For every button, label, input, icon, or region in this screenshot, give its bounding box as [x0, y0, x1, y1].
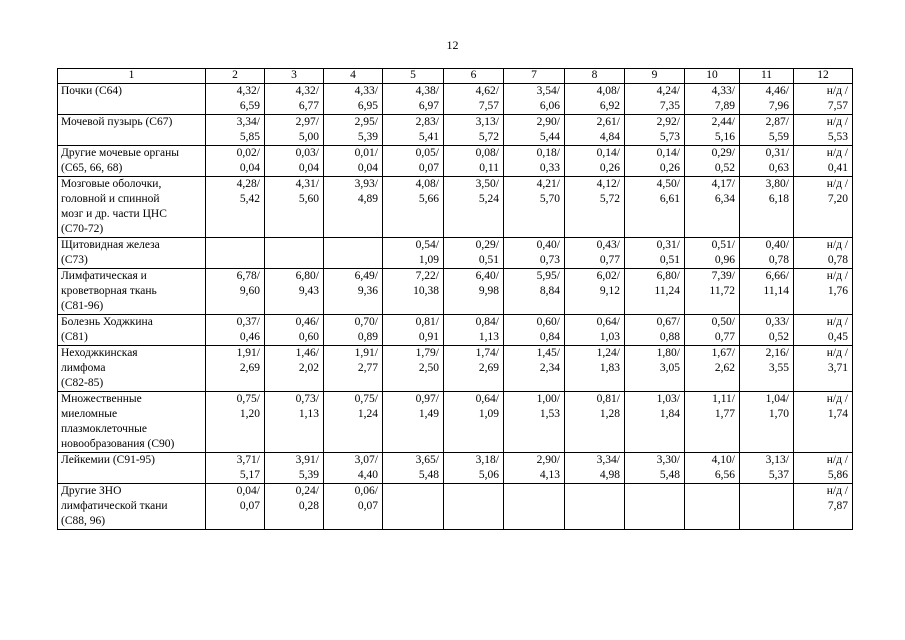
- table-cell: 0,05/ 0,07: [383, 146, 444, 177]
- row-label: Мочевой пузырь (С67): [58, 115, 206, 146]
- table-cell: 2,61/ 4,84: [565, 115, 625, 146]
- table-cell: 2,16/ 3,55: [740, 346, 794, 392]
- table-cell: 0,97/ 1,49: [383, 392, 444, 453]
- table-cell: 3,13/ 5,37: [740, 453, 794, 484]
- table-cell: [740, 484, 794, 530]
- table-cell: 3,18/ 5,06: [444, 453, 504, 484]
- table-cell: 4,08/ 5,66: [383, 177, 444, 238]
- table-cell: 4,50/ 6,61: [625, 177, 685, 238]
- table-cell: 4,12/ 5,72: [565, 177, 625, 238]
- table-cell: 3,93/ 4,89: [324, 177, 383, 238]
- table-cell: 6,78/ 9,60: [206, 269, 265, 315]
- table-cell: 3,07/ 4,40: [324, 453, 383, 484]
- table-cell: 1,00/ 1,53: [504, 392, 565, 453]
- column-header: 9: [625, 69, 685, 84]
- table-cell: 4,24/ 7,35: [625, 84, 685, 115]
- table-cell: 0,03/ 0,04: [265, 146, 324, 177]
- table-cell: 0,75/ 1,24: [324, 392, 383, 453]
- table-cell: 0,73/ 1,13: [265, 392, 324, 453]
- table-cell: 0,51/ 0,96: [685, 238, 740, 269]
- page-number: 12: [446, 38, 459, 52]
- column-header: 2: [206, 69, 265, 84]
- table-cell: 0,24/ 0,28: [265, 484, 324, 530]
- table-row: [58, 315, 853, 346]
- table-cell: 0,02/ 0,04: [206, 146, 265, 177]
- table-cell: [504, 484, 565, 530]
- table-cell: 3,30/ 5,48: [625, 453, 685, 484]
- table-cell: 4,33/ 7,89: [685, 84, 740, 115]
- table-cell: 0,40/ 0,73: [504, 238, 565, 269]
- table-cell: [206, 238, 265, 269]
- data-table: [57, 68, 853, 530]
- table-cell: н/д / 1,76: [794, 269, 853, 315]
- table-row: [58, 453, 853, 484]
- table-cell: 1,67/ 2,62: [685, 346, 740, 392]
- table-cell: 6,49/ 9,36: [324, 269, 383, 315]
- table-cell: 0,18/ 0,33: [504, 146, 565, 177]
- table-cell: 0,04/ 0,07: [206, 484, 265, 530]
- table-cell: н/д / 0,78: [794, 238, 853, 269]
- table-cell: 4,21/ 5,70: [504, 177, 565, 238]
- table-cell: 2,90/ 5,44: [504, 115, 565, 146]
- table-cell: 4,46/ 7,96: [740, 84, 794, 115]
- table-cell: [565, 484, 625, 530]
- table-cell: 0,54/ 1,09: [383, 238, 444, 269]
- table-cell: 1,80/ 3,05: [625, 346, 685, 392]
- table-cell: 0,46/ 0,60: [265, 315, 324, 346]
- table-cell: н/д / 5,53: [794, 115, 853, 146]
- table-row: [58, 392, 853, 453]
- table-cell: н/д / 7,87: [794, 484, 853, 530]
- table-cell: н/д / 1,74: [794, 392, 853, 453]
- table-cell: н/д / 7,20: [794, 177, 853, 238]
- table-cell: н/д / 0,45: [794, 315, 853, 346]
- table-cell: 0,29/ 0,51: [444, 238, 504, 269]
- table-cell: 1,11/ 1,77: [685, 392, 740, 453]
- table-cell: 0,14/ 0,26: [565, 146, 625, 177]
- table-cell: 0,37/ 0,46: [206, 315, 265, 346]
- table-cell: 4,10/ 6,56: [685, 453, 740, 484]
- table-cell: 1,91/ 2,77: [324, 346, 383, 392]
- table-cell: 4,32/ 6,77: [265, 84, 324, 115]
- table-cell: [265, 238, 324, 269]
- table-cell: 6,66/ 11,14: [740, 269, 794, 315]
- table-cell: 4,38/ 6,97: [383, 84, 444, 115]
- table-cell: 1,74/ 2,69: [444, 346, 504, 392]
- column-header: 11: [740, 69, 794, 84]
- row-label: Множественные миеломные плазмоклеточные новообразования (С90): [58, 392, 206, 453]
- row-label: Другие мочевые органы (С65, 66, 68): [58, 146, 206, 177]
- table-cell: 0,84/ 1,13: [444, 315, 504, 346]
- row-label: Мозговые оболочки, головной и спинной мозг и др. части ЦНС (С70-72): [58, 177, 206, 238]
- table-cell: 0,75/ 1,20: [206, 392, 265, 453]
- row-label: Лейкемии (С91-95): [58, 453, 206, 484]
- table-cell: 0,50/ 0,77: [685, 315, 740, 346]
- table-cell: н/д / 3,71: [794, 346, 853, 392]
- table-cell: [324, 238, 383, 269]
- table-cell: н/д / 7,57: [794, 84, 853, 115]
- column-header: 4: [324, 69, 383, 84]
- table-cell: 1,45/ 2,34: [504, 346, 565, 392]
- table-row: [58, 177, 853, 238]
- row-label: Почки (С64): [58, 84, 206, 115]
- table-cell: 0,06/ 0,07: [324, 484, 383, 530]
- row-label: Болезнь Ходжкина (С81): [58, 315, 206, 346]
- table-cell: 7,22/ 10,38: [383, 269, 444, 315]
- table-cell: 3,71/ 5,17: [206, 453, 265, 484]
- table-cell: 4,33/ 6,95: [324, 84, 383, 115]
- table-cell: 2,90/ 4,13: [504, 453, 565, 484]
- table-cell: 4,08/ 6,92: [565, 84, 625, 115]
- table-cell: 0,40/ 0,78: [740, 238, 794, 269]
- table-cell: 1,46/ 2,02: [265, 346, 324, 392]
- table-cell: 7,39/ 11,72: [685, 269, 740, 315]
- table-cell: 0,70/ 0,89: [324, 315, 383, 346]
- table-cell: 1,04/ 1,70: [740, 392, 794, 453]
- table-cell: 3,91/ 5,39: [265, 453, 324, 484]
- table-cell: 0,81/ 1,28: [565, 392, 625, 453]
- table-cell: 1,79/ 2,50: [383, 346, 444, 392]
- table-cell: 0,29/ 0,52: [685, 146, 740, 177]
- table-cell: 6,40/ 9,98: [444, 269, 504, 315]
- table-row: [58, 346, 853, 392]
- table-cell: 0,08/ 0,11: [444, 146, 504, 177]
- table-cell: [444, 484, 504, 530]
- table-cell: 2,97/ 5,00: [265, 115, 324, 146]
- table-cell: 0,81/ 0,91: [383, 315, 444, 346]
- column-header: 3: [265, 69, 324, 84]
- table-row: [58, 269, 853, 315]
- table-body: [58, 84, 853, 530]
- column-header: 5: [383, 69, 444, 84]
- table-cell: [383, 484, 444, 530]
- table-cell: 4,31/ 5,60: [265, 177, 324, 238]
- table-cell: н/д / 5,86: [794, 453, 853, 484]
- table-cell: 1,91/ 2,69: [206, 346, 265, 392]
- table-cell: 2,92/ 5,73: [625, 115, 685, 146]
- table-cell: 2,87/ 5,59: [740, 115, 794, 146]
- table-cell: 1,24/ 1,83: [565, 346, 625, 392]
- table-cell: 0,64/ 1,03: [565, 315, 625, 346]
- column-header: 8: [565, 69, 625, 84]
- table-row: [58, 146, 853, 177]
- table-cell: 0,33/ 0,52: [740, 315, 794, 346]
- table-cell: 3,80/ 6,18: [740, 177, 794, 238]
- table-cell: 6,80/ 11,24: [625, 269, 685, 315]
- row-label: Неходжкинская лимфома (С82-85): [58, 346, 206, 392]
- table-cell: 4,28/ 5,42: [206, 177, 265, 238]
- table-cell: 6,02/ 9,12: [565, 269, 625, 315]
- column-header: 7: [504, 69, 565, 84]
- table-cell: 0,31/ 0,51: [625, 238, 685, 269]
- table-cell: 0,43/ 0,77: [565, 238, 625, 269]
- table-cell: 3,13/ 5,72: [444, 115, 504, 146]
- table-cell: [685, 484, 740, 530]
- table-cell: 0,01/ 0,04: [324, 146, 383, 177]
- table-cell: н/д / 0,41: [794, 146, 853, 177]
- table-cell: 5,95/ 8,84: [504, 269, 565, 315]
- table-cell: 0,31/ 0,63: [740, 146, 794, 177]
- table-cell: 2,83/ 5,41: [383, 115, 444, 146]
- table-cell: [625, 484, 685, 530]
- table-row: [58, 484, 853, 530]
- table-row: [58, 84, 853, 115]
- table-row: [58, 238, 853, 269]
- header-row: [58, 69, 853, 84]
- table-cell: 0,14/ 0,26: [625, 146, 685, 177]
- table-cell: 4,17/ 6,34: [685, 177, 740, 238]
- column-header: 6: [444, 69, 504, 84]
- table-cell: 4,32/ 6,59: [206, 84, 265, 115]
- row-label: Щитовидная железа (С73): [58, 238, 206, 269]
- table-cell: 4,62/ 7,57: [444, 84, 504, 115]
- column-header: 10: [685, 69, 740, 84]
- table-cell: 2,44/ 5,16: [685, 115, 740, 146]
- table-cell: 3,34/ 4,98: [565, 453, 625, 484]
- row-label: Другие ЗНО лимфатической ткани (С88, 96): [58, 484, 206, 530]
- table-cell: 3,50/ 5,24: [444, 177, 504, 238]
- table-cell: 0,64/ 1,09: [444, 392, 504, 453]
- table-cell: 0,60/ 0,84: [504, 315, 565, 346]
- table-cell: 3,34/ 5,85: [206, 115, 265, 146]
- table-cell: 1,03/ 1,84: [625, 392, 685, 453]
- table-cell: 3,54/ 6,06: [504, 84, 565, 115]
- column-header: 1: [58, 69, 206, 84]
- table-cell: 6,80/ 9,43: [265, 269, 324, 315]
- column-header: 12: [794, 69, 853, 84]
- table-cell: 0,67/ 0,88: [625, 315, 685, 346]
- table-row: [58, 115, 853, 146]
- table-cell: 3,65/ 5,48: [383, 453, 444, 484]
- table-cell: 2,95/ 5,39: [324, 115, 383, 146]
- row-label: Лимфатическая и кроветворная ткань (С81-96): [58, 269, 206, 315]
